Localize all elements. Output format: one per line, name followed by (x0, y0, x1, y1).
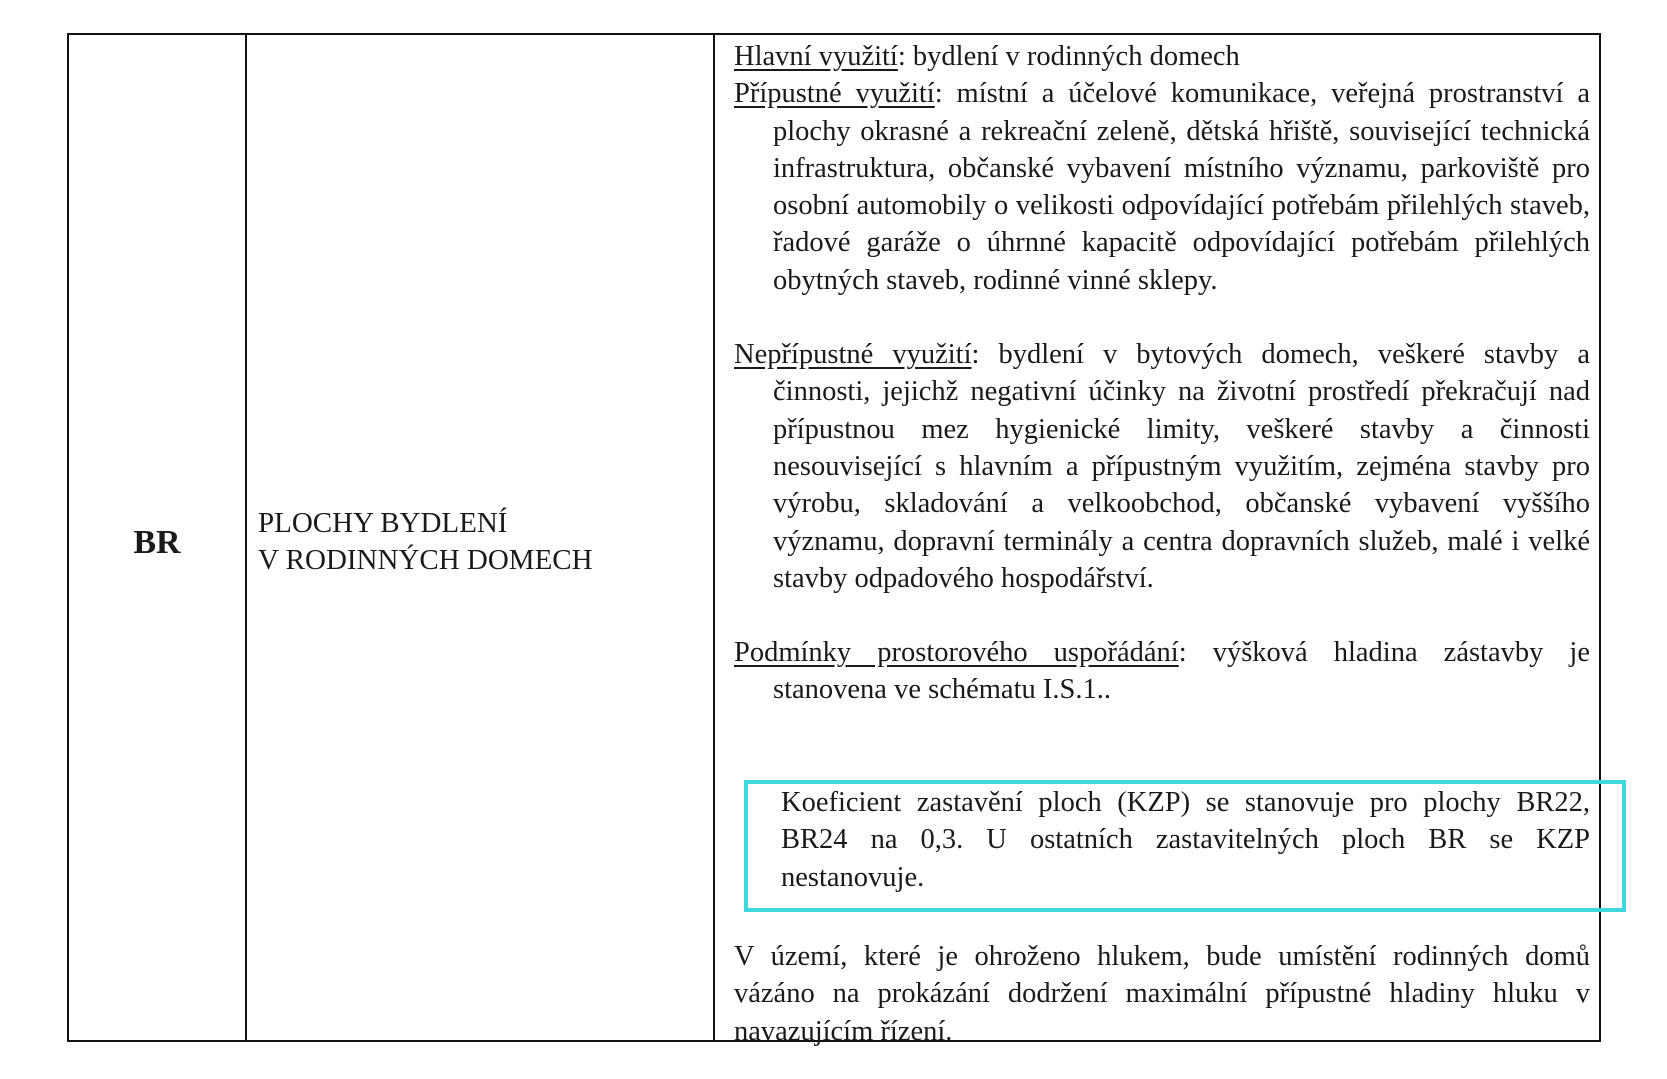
prohibited-use-text: : bydlení v bytových domech, veškeré stavby a činnosti, jejichž negativní účinky na životní prostředí překračují nad přípustnou mez hygienické limity, veškeré stavby a činnosti nesouvisející s hlavním a přípustným využitím, zejména stavby pro výrobu, skladování a velkoobchod, občanské vybavení vyššího významu, dopravní terminály a centra dopravních služeb, malé i velké stavby odpadového hospodářství. (773, 339, 1590, 594)
prohibited-use-label: Nepřípustné využití (734, 339, 972, 371)
spacer (734, 597, 1590, 634)
kzp-highlight-box (744, 780, 1626, 912)
main-use-paragraph (734, 38, 1590, 75)
permitted-use-text: : místní a účelové komunikace, veřejná prostranství a plochy okrasné a rekreační zeleně, dětská hřiště, související technická infrastruktura, občanské vybavení místního významu, parkoviště pro osobní automobily o velikosti odpovídající potřebám přilehlých staveb, řadové garáže o úhrnné kapacitě odpovídající potřebám přilehlých obytných staveb, rodinné vinné sklepy. (773, 78, 1590, 296)
permitted-use-label: Přípustné využití (734, 78, 935, 110)
permitted-use-paragraph (734, 75, 1590, 299)
spatial-conditions-text: : výšková hladina zástavby je stanovena ve schématu I.S.1.. (773, 637, 1590, 706)
column-divider-2 (713, 33, 715, 1042)
zone-code-cell (67, 33, 247, 1042)
spatial-conditions-label: Podmínky prostorového uspořádání (734, 637, 1179, 669)
zone-code: BR (133, 523, 181, 561)
spacer (734, 299, 1590, 336)
main-use-label: Hlavní využití (734, 41, 898, 72)
main-use-text: : bydlení v rodinných domech (897, 41, 1240, 72)
noise-paragraph: V území, které je ohroženo hlukem, bude umístění rodinných domů vázáno na prokázání dodržení maximální přípustné hladiny hluku v navazujícím řízení. (734, 941, 1590, 1047)
spatial-conditions-paragraph (734, 634, 1590, 709)
zone-name-line-1: PLOCHY BYDLENÍ (258, 507, 508, 539)
kzp-paragraph: Koeficient zastavění ploch (KZP) se stanovuje pro plochy BR22, BR24 na 0,3. U ostatních zastavitelných ploch BR se KZP nestanovuje. (781, 787, 1590, 893)
zone-name-line-2: V RODINNÝCH DOMECH (258, 544, 593, 576)
zone-name-cell (258, 505, 708, 579)
zone-description-cell (734, 38, 1590, 709)
prohibited-use-paragraph (734, 336, 1590, 597)
